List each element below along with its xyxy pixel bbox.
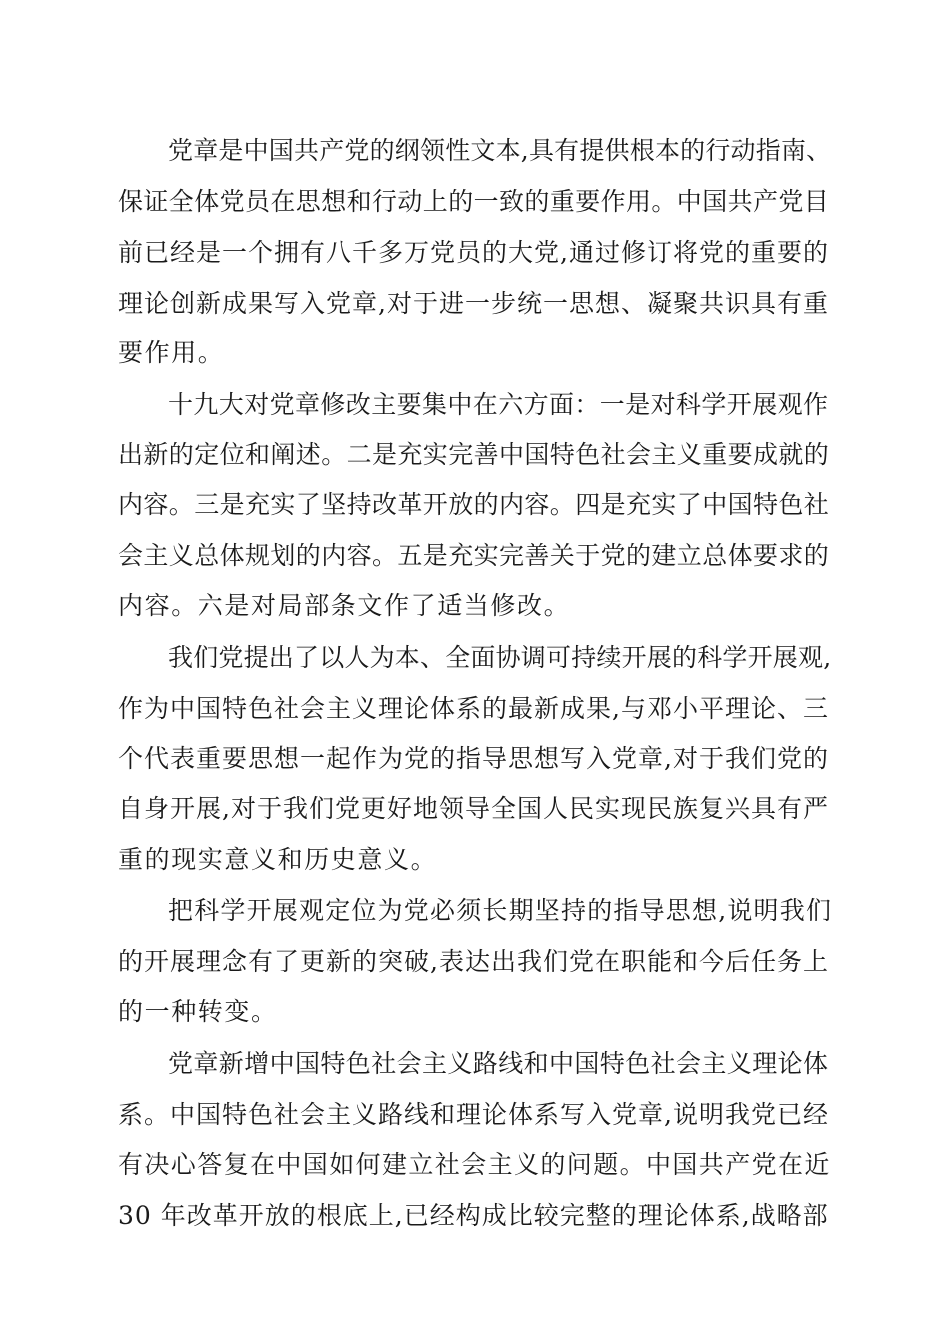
paragraph-5-line-4: 30 年改革开放的根底上,已经构成比较完整的理论体系,战略部 (118, 1201, 829, 1230)
paragraph-3-line-2: 作为中国特色社会主义理论体系的最新成果,与邓小平理论、三 (118, 694, 829, 723)
paragraph-1-line-5: 要作用。 (118, 338, 225, 367)
paragraph-1-line-3: 前已经是一个拥有八千多万党员的大党,通过修订将党的重要的 (118, 238, 829, 267)
paragraph-4-line-1: 把科学开展观定位为党必须长期坚持的指导思想,说明我们 (168, 896, 833, 925)
paragraph-4-line-3: 的一种转变。 (118, 997, 278, 1026)
paragraph-2-line-2: 出新的定位和阐述。二是充实完善中国特色社会主义重要成就的 (118, 440, 830, 469)
paragraph-1-line-1: 党章是中国共产党的纲领性文本,具有提供根本的行动指南、 (168, 136, 832, 165)
paragraph-5-line-1: 党章新增中国特色社会主义路线和中国特色社会主义理论体 (168, 1049, 829, 1078)
paragraph-2-line-4: 会主义总体规划的内容。五是充实完善关于党的建立总体要求的 (118, 541, 830, 570)
paragraph-3-line-4: 自身开展,对于我们党更好地领导全国人民实现民族复兴具有严 (118, 794, 829, 823)
paragraph-2-line-1: 十九大对党章修改主要集中在六方面：一是对科学开展观作 (168, 390, 829, 419)
paragraph-3-line-5: 重的现实意义和历史意义。 (118, 845, 438, 874)
paragraph-5-line-2: 系。中国特色社会主义路线和理论体系写入党章,说明我党已经 (118, 1100, 829, 1129)
paragraph-3-line-3: 个代表重要思想一起作为党的指导思想写入党章,对于我们党的 (118, 744, 829, 773)
paragraph-1-line-4: 理论创新成果写入党章,对于进一步统一思想、凝聚共识具有重 (118, 289, 829, 318)
paragraph-2-line-5: 内容。六是对局部条文作了适当修改。 (118, 591, 571, 620)
paragraph-2-line-3: 内容。三是充实了坚持改革开放的内容。四是充实了中国特色社 (118, 490, 830, 519)
paragraph-4-line-2: 的开展理念有了更新的突破,表达出我们党在职能和今后任务上 (118, 947, 829, 976)
paragraph-5-line-3: 有决心答复在中国如何建立社会主义的问题。中国共产党在近 (118, 1150, 831, 1179)
paragraph-1-line-2: 保证全体党员在思想和行动上的一致的重要作用。中国共产党目 (118, 187, 830, 216)
paragraph-3-line-1: 我们党提出了以人为本、全面协调可持续开展的科学开展观, (168, 643, 832, 672)
